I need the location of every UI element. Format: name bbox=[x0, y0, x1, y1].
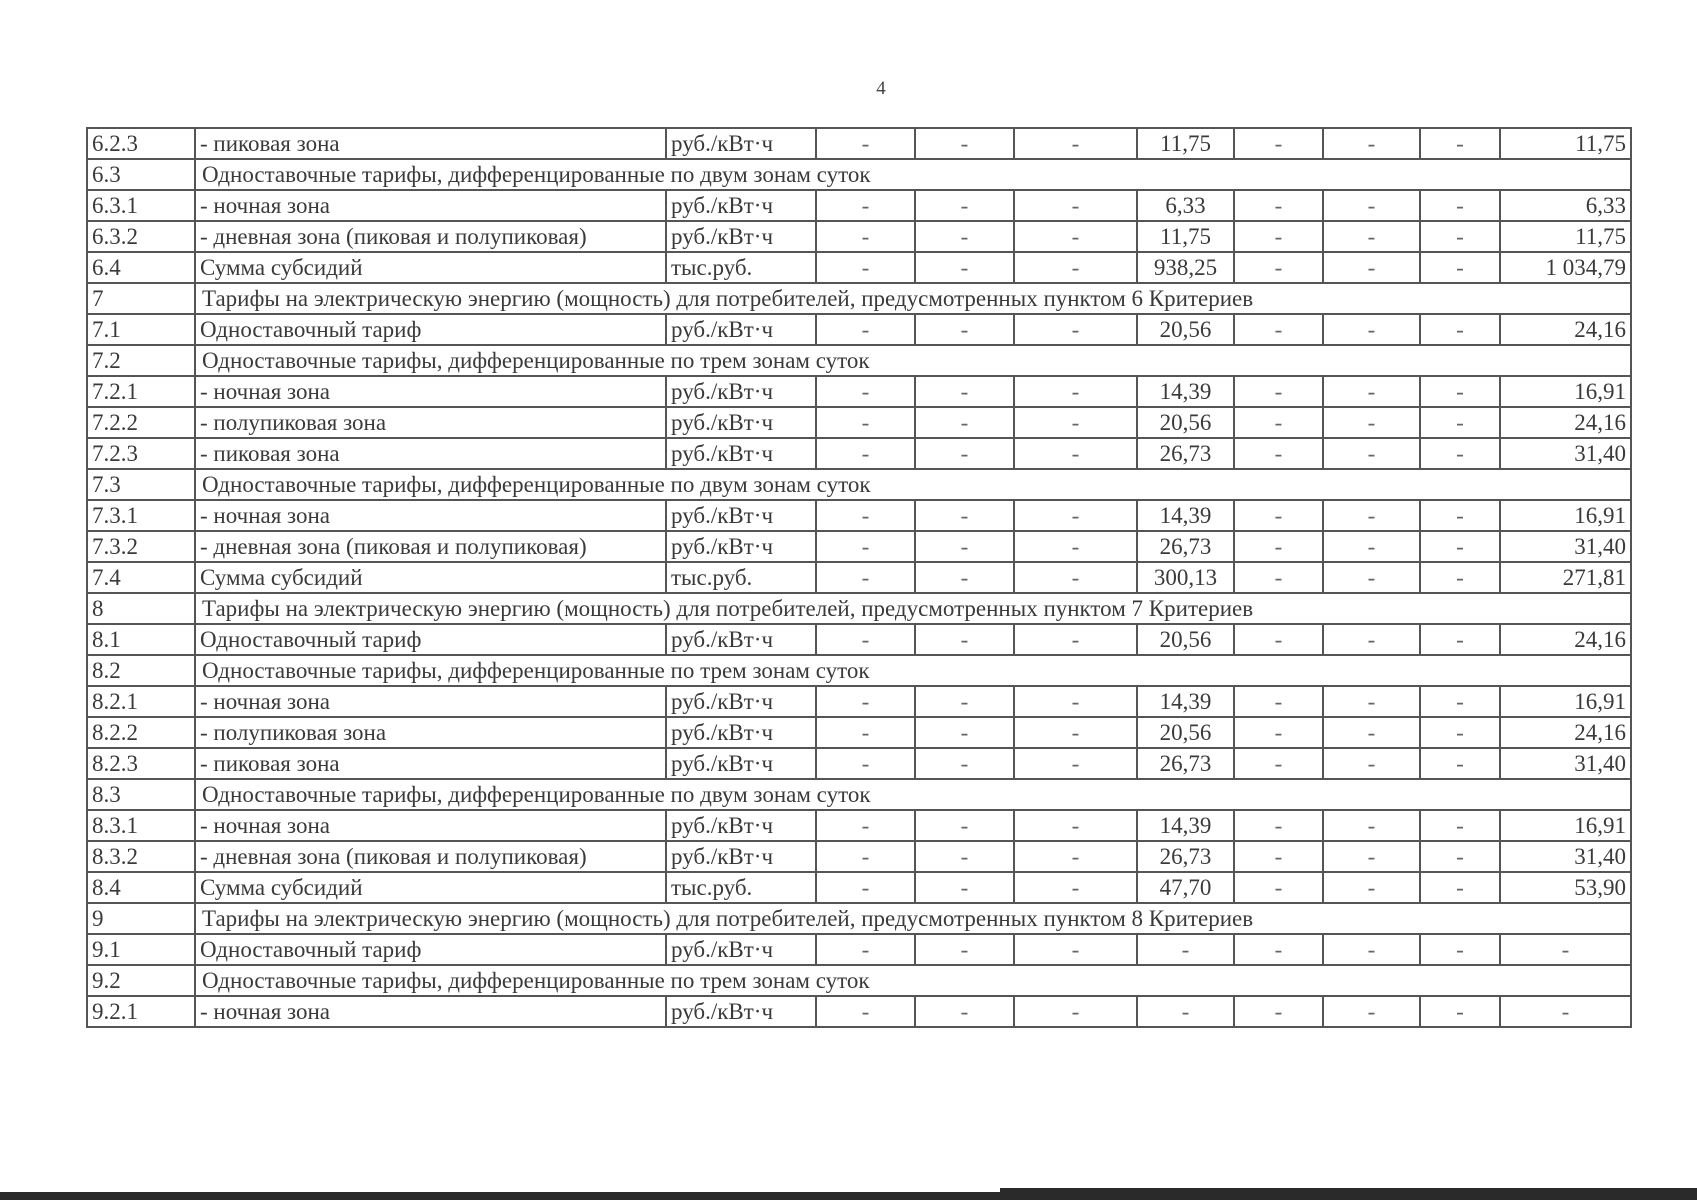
row-code: 7.2.3 bbox=[87, 438, 195, 469]
value-cell-c4: 14,39 bbox=[1137, 376, 1234, 407]
row-name: - ночная зона bbox=[195, 996, 666, 1027]
row-code: 8.2.3 bbox=[87, 748, 195, 779]
value-cell-c4: 20,56 bbox=[1137, 407, 1234, 438]
row-code: 6.3 bbox=[87, 159, 195, 190]
row-code: 8.2.1 bbox=[87, 686, 195, 717]
value-cell-c2: - bbox=[915, 314, 1014, 345]
row-code: 7.2.1 bbox=[87, 376, 195, 407]
value-cell-c3: - bbox=[1014, 996, 1137, 1027]
value-cell-c1: - bbox=[816, 500, 915, 531]
value-cell-c7: - bbox=[1420, 252, 1500, 283]
value-cell-c2: - bbox=[915, 872, 1014, 903]
row-code: 8.3.2 bbox=[87, 841, 195, 872]
value-cell-c6: - bbox=[1323, 872, 1420, 903]
value-cell-c5: - bbox=[1234, 500, 1323, 531]
scan-bottom-border bbox=[0, 1192, 1697, 1200]
row-code: 7.1 bbox=[87, 314, 195, 345]
value-cell-c3: - bbox=[1014, 624, 1137, 655]
value-cell-c3: - bbox=[1014, 717, 1137, 748]
value-cell-c1: - bbox=[816, 810, 915, 841]
row-name: - ночная зона bbox=[195, 376, 666, 407]
value-cell-c6: - bbox=[1323, 376, 1420, 407]
value-cell-c4: 20,56 bbox=[1137, 624, 1234, 655]
value-cell-c1: - bbox=[816, 624, 915, 655]
value-cell-c1: - bbox=[816, 252, 915, 283]
value-cell-c1: - bbox=[816, 190, 915, 221]
value-cell-c6: - bbox=[1323, 748, 1420, 779]
value-cell-c4: 11,75 bbox=[1137, 128, 1234, 159]
value-cell-c4: 11,75 bbox=[1137, 221, 1234, 252]
value-cell-c4: 26,73 bbox=[1137, 438, 1234, 469]
value-cell-c6: - bbox=[1323, 717, 1420, 748]
value-cell-c7: - bbox=[1420, 128, 1500, 159]
table-row bbox=[87, 717, 1631, 748]
row-name: - пиковая зона bbox=[195, 438, 666, 469]
table-row bbox=[87, 748, 1631, 779]
value-cell-c5: - bbox=[1234, 841, 1323, 872]
value-cell-c2: - bbox=[915, 934, 1014, 965]
value-cell-c7: - bbox=[1420, 717, 1500, 748]
value-cell-c7: - bbox=[1420, 872, 1500, 903]
row-total: - bbox=[1500, 934, 1631, 965]
table-row bbox=[87, 190, 1631, 221]
value-cell-c2: - bbox=[915, 500, 1014, 531]
section-row bbox=[87, 965, 1631, 996]
row-code: 7.2.2 bbox=[87, 407, 195, 438]
section-row bbox=[87, 593, 1631, 624]
value-cell-c4: 26,73 bbox=[1137, 531, 1234, 562]
value-cell-c2: - bbox=[915, 438, 1014, 469]
row-unit: руб./кВт·ч bbox=[666, 624, 816, 655]
row-total: 31,40 bbox=[1500, 531, 1631, 562]
row-code: 8.1 bbox=[87, 624, 195, 655]
value-cell-c4: 300,13 bbox=[1137, 562, 1234, 593]
value-cell-c2: - bbox=[915, 717, 1014, 748]
row-name: - ночная зона bbox=[195, 810, 666, 841]
value-cell-c6: - bbox=[1323, 314, 1420, 345]
value-cell-c6: - bbox=[1323, 996, 1420, 1027]
row-total: 16,91 bbox=[1500, 500, 1631, 531]
row-name: - полупиковая зона bbox=[195, 717, 666, 748]
row-name: - пиковая зона bbox=[195, 748, 666, 779]
row-name: - ночная зона bbox=[195, 190, 666, 221]
value-cell-c5: - bbox=[1234, 438, 1323, 469]
table-row bbox=[87, 221, 1631, 252]
value-cell-c2: - bbox=[915, 810, 1014, 841]
section-title: Одноставочные тарифы, дифференцированные по двум зонам суток bbox=[195, 779, 1631, 810]
section-title: Одноставочные тарифы, дифференцированные по двум зонам суток bbox=[195, 159, 1631, 190]
value-cell-c6: - bbox=[1323, 407, 1420, 438]
table-row bbox=[87, 624, 1631, 655]
value-cell-c2: - bbox=[915, 531, 1014, 562]
tariff-table bbox=[86, 127, 1632, 1028]
row-code: 7.2 bbox=[87, 345, 195, 376]
value-cell-c7: - bbox=[1420, 810, 1500, 841]
value-cell-c6: - bbox=[1323, 252, 1420, 283]
section-row bbox=[87, 283, 1631, 314]
value-cell-c4: - bbox=[1137, 996, 1234, 1027]
row-name: - дневная зона (пиковая и полупиковая) bbox=[195, 221, 666, 252]
table-row bbox=[87, 686, 1631, 717]
value-cell-c5: - bbox=[1234, 810, 1323, 841]
value-cell-c1: - bbox=[816, 407, 915, 438]
value-cell-c6: - bbox=[1323, 934, 1420, 965]
value-cell-c7: - bbox=[1420, 686, 1500, 717]
value-cell-c2: - bbox=[915, 841, 1014, 872]
value-cell-c7: - bbox=[1420, 531, 1500, 562]
value-cell-c2: - bbox=[915, 624, 1014, 655]
value-cell-c7: - bbox=[1420, 438, 1500, 469]
row-total: 6,33 bbox=[1500, 190, 1631, 221]
value-cell-c2: - bbox=[915, 252, 1014, 283]
value-cell-c7: - bbox=[1420, 624, 1500, 655]
value-cell-c7: - bbox=[1420, 221, 1500, 252]
value-cell-c4: 14,39 bbox=[1137, 810, 1234, 841]
section-title: Одноставочные тарифы, дифференцированные по трем зонам суток bbox=[195, 655, 1631, 686]
value-cell-c7: - bbox=[1420, 841, 1500, 872]
row-total: 24,16 bbox=[1500, 314, 1631, 345]
row-unit: руб./кВт·ч bbox=[666, 376, 816, 407]
value-cell-c3: - bbox=[1014, 314, 1137, 345]
row-unit: руб./кВт·ч bbox=[666, 934, 816, 965]
value-cell-c4: 26,73 bbox=[1137, 748, 1234, 779]
row-unit: тыс.руб. bbox=[666, 562, 816, 593]
value-cell-c5: - bbox=[1234, 190, 1323, 221]
row-unit: руб./кВт·ч bbox=[666, 128, 816, 159]
value-cell-c4: 6,33 bbox=[1137, 190, 1234, 221]
row-code: 9 bbox=[87, 903, 195, 934]
value-cell-c4: 26,73 bbox=[1137, 841, 1234, 872]
value-cell-c7: - bbox=[1420, 500, 1500, 531]
value-cell-c5: - bbox=[1234, 252, 1323, 283]
value-cell-c6: - bbox=[1323, 500, 1420, 531]
value-cell-c3: - bbox=[1014, 221, 1137, 252]
row-unit: руб./кВт·ч bbox=[666, 686, 816, 717]
table-row bbox=[87, 810, 1631, 841]
value-cell-c2: - bbox=[915, 562, 1014, 593]
row-name: - полупиковая зона bbox=[195, 407, 666, 438]
value-cell-c1: - bbox=[816, 934, 915, 965]
value-cell-c1: - bbox=[816, 872, 915, 903]
value-cell-c5: - bbox=[1234, 748, 1323, 779]
value-cell-c3: - bbox=[1014, 841, 1137, 872]
value-cell-c3: - bbox=[1014, 128, 1137, 159]
row-code: 7.4 bbox=[87, 562, 195, 593]
section-title: Одноставочные тарифы, дифференцированные по двум зонам суток bbox=[195, 469, 1631, 500]
value-cell-c3: - bbox=[1014, 407, 1137, 438]
row-code: 7 bbox=[87, 283, 195, 314]
value-cell-c1: - bbox=[816, 314, 915, 345]
row-name: Одноставочный тариф bbox=[195, 934, 666, 965]
row-unit: руб./кВт·ч bbox=[666, 438, 816, 469]
page-number: 4 bbox=[876, 78, 886, 99]
row-total: - bbox=[1500, 996, 1631, 1027]
row-total: 16,91 bbox=[1500, 376, 1631, 407]
value-cell-c7: - bbox=[1420, 748, 1500, 779]
section-row bbox=[87, 903, 1631, 934]
value-cell-c3: - bbox=[1014, 438, 1137, 469]
row-code: 6.4 bbox=[87, 252, 195, 283]
value-cell-c2: - bbox=[915, 376, 1014, 407]
row-name: Одноставочный тариф bbox=[195, 314, 666, 345]
row-total: 24,16 bbox=[1500, 407, 1631, 438]
row-code: 9.2.1 bbox=[87, 996, 195, 1027]
value-cell-c5: - bbox=[1234, 934, 1323, 965]
value-cell-c3: - bbox=[1014, 376, 1137, 407]
row-total: 53,90 bbox=[1500, 872, 1631, 903]
row-name: Одноставочный тариф bbox=[195, 624, 666, 655]
value-cell-c6: - bbox=[1323, 562, 1420, 593]
row-code: 9.1 bbox=[87, 934, 195, 965]
table-row bbox=[87, 438, 1631, 469]
row-total: 31,40 bbox=[1500, 748, 1631, 779]
row-total: 31,40 bbox=[1500, 438, 1631, 469]
row-code: 6.3.2 bbox=[87, 221, 195, 252]
value-cell-c7: - bbox=[1420, 996, 1500, 1027]
value-cell-c5: - bbox=[1234, 717, 1323, 748]
value-cell-c2: - bbox=[915, 407, 1014, 438]
value-cell-c3: - bbox=[1014, 190, 1137, 221]
value-cell-c3: - bbox=[1014, 934, 1137, 965]
value-cell-c5: - bbox=[1234, 407, 1323, 438]
value-cell-c1: - bbox=[816, 841, 915, 872]
value-cell-c6: - bbox=[1323, 438, 1420, 469]
value-cell-c5: - bbox=[1234, 128, 1323, 159]
row-unit: руб./кВт·ч bbox=[666, 748, 816, 779]
value-cell-c4: 14,39 bbox=[1137, 686, 1234, 717]
value-cell-c5: - bbox=[1234, 376, 1323, 407]
value-cell-c2: - bbox=[915, 190, 1014, 221]
value-cell-c7: - bbox=[1420, 190, 1500, 221]
value-cell-c6: - bbox=[1323, 841, 1420, 872]
section-title: Тарифы на электрическую энергию (мощность) для потребителей, предусмотренных пунктом 6 Критериев bbox=[195, 283, 1631, 314]
table-row bbox=[87, 872, 1631, 903]
value-cell-c1: - bbox=[816, 128, 915, 159]
section-title: Одноставочные тарифы, дифференцированные по трем зонам суток bbox=[195, 965, 1631, 996]
row-unit: руб./кВт·ч bbox=[666, 314, 816, 345]
table-row bbox=[87, 531, 1631, 562]
value-cell-c6: - bbox=[1323, 531, 1420, 562]
value-cell-c1: - bbox=[816, 531, 915, 562]
row-code: 9.2 bbox=[87, 965, 195, 996]
section-row bbox=[87, 345, 1631, 376]
value-cell-c5: - bbox=[1234, 996, 1323, 1027]
row-code: 7.3 bbox=[87, 469, 195, 500]
table-row bbox=[87, 562, 1631, 593]
row-total: 24,16 bbox=[1500, 624, 1631, 655]
value-cell-c4: 938,25 bbox=[1137, 252, 1234, 283]
row-unit: руб./кВт·ч bbox=[666, 810, 816, 841]
section-row bbox=[87, 469, 1631, 500]
value-cell-c5: - bbox=[1234, 221, 1323, 252]
value-cell-c4: 14,39 bbox=[1137, 500, 1234, 531]
section-title: Тарифы на электрическую энергию (мощность) для потребителей, предусмотренных пунктом 7 Критериев bbox=[195, 593, 1631, 624]
value-cell-c1: - bbox=[816, 748, 915, 779]
value-cell-c3: - bbox=[1014, 531, 1137, 562]
value-cell-c5: - bbox=[1234, 531, 1323, 562]
row-unit: руб./кВт·ч bbox=[666, 407, 816, 438]
value-cell-c7: - bbox=[1420, 934, 1500, 965]
section-title: Тарифы на электрическую энергию (мощность) для потребителей, предусмотренных пунктом 8 Критериев bbox=[195, 903, 1631, 934]
value-cell-c6: - bbox=[1323, 221, 1420, 252]
row-unit: руб./кВт·ч bbox=[666, 221, 816, 252]
value-cell-c2: - bbox=[915, 996, 1014, 1027]
row-code: 6.3.1 bbox=[87, 190, 195, 221]
row-name: - дневная зона (пиковая и полупиковая) bbox=[195, 531, 666, 562]
value-cell-c1: - bbox=[816, 376, 915, 407]
value-cell-c1: - bbox=[816, 686, 915, 717]
table-row bbox=[87, 314, 1631, 345]
value-cell-c3: - bbox=[1014, 500, 1137, 531]
value-cell-c6: - bbox=[1323, 686, 1420, 717]
value-cell-c2: - bbox=[915, 128, 1014, 159]
value-cell-c3: - bbox=[1014, 872, 1137, 903]
table-row bbox=[87, 500, 1631, 531]
value-cell-c5: - bbox=[1234, 314, 1323, 345]
value-cell-c2: - bbox=[915, 686, 1014, 717]
value-cell-c5: - bbox=[1234, 562, 1323, 593]
value-cell-c1: - bbox=[816, 221, 915, 252]
section-title: Одноставочные тарифы, дифференцированные по трем зонам суток bbox=[195, 345, 1631, 376]
value-cell-c6: - bbox=[1323, 190, 1420, 221]
row-unit: руб./кВт·ч bbox=[666, 717, 816, 748]
value-cell-c6: - bbox=[1323, 128, 1420, 159]
value-cell-c1: - bbox=[816, 996, 915, 1027]
section-row bbox=[87, 159, 1631, 190]
value-cell-c2: - bbox=[915, 221, 1014, 252]
section-row bbox=[87, 779, 1631, 810]
row-code: 8.4 bbox=[87, 872, 195, 903]
value-cell-c4: 20,56 bbox=[1137, 717, 1234, 748]
row-total: 1 034,79 bbox=[1500, 252, 1631, 283]
table-row bbox=[87, 841, 1631, 872]
row-unit: руб./кВт·ч bbox=[666, 531, 816, 562]
table-row bbox=[87, 128, 1631, 159]
row-unit: руб./кВт·ч bbox=[666, 190, 816, 221]
value-cell-c2: - bbox=[915, 748, 1014, 779]
value-cell-c3: - bbox=[1014, 686, 1137, 717]
value-cell-c4: 20,56 bbox=[1137, 314, 1234, 345]
value-cell-c6: - bbox=[1323, 810, 1420, 841]
value-cell-c3: - bbox=[1014, 748, 1137, 779]
value-cell-c5: - bbox=[1234, 624, 1323, 655]
row-code: 7.3.1 bbox=[87, 500, 195, 531]
table-row bbox=[87, 376, 1631, 407]
row-unit: тыс.руб. bbox=[666, 872, 816, 903]
row-code: 8.2.2 bbox=[87, 717, 195, 748]
row-total: 11,75 bbox=[1500, 128, 1631, 159]
table-row bbox=[87, 407, 1631, 438]
value-cell-c4: 47,70 bbox=[1137, 872, 1234, 903]
row-code: 6.2.3 bbox=[87, 128, 195, 159]
row-total: 16,91 bbox=[1500, 810, 1631, 841]
row-code: 7.3.2 bbox=[87, 531, 195, 562]
row-unit: руб./кВт·ч bbox=[666, 996, 816, 1027]
row-name: Сумма субсидий bbox=[195, 252, 666, 283]
value-cell-c3: - bbox=[1014, 810, 1137, 841]
row-name: - ночная зона bbox=[195, 686, 666, 717]
row-unit: руб./кВт·ч bbox=[666, 841, 816, 872]
row-total: 31,40 bbox=[1500, 841, 1631, 872]
table-row bbox=[87, 934, 1631, 965]
row-total: 16,91 bbox=[1500, 686, 1631, 717]
value-cell-c7: - bbox=[1420, 562, 1500, 593]
value-cell-c6: - bbox=[1323, 624, 1420, 655]
value-cell-c5: - bbox=[1234, 872, 1323, 903]
row-name: - дневная зона (пиковая и полупиковая) bbox=[195, 841, 666, 872]
value-cell-c1: - bbox=[816, 562, 915, 593]
row-total: 271,81 bbox=[1500, 562, 1631, 593]
value-cell-c3: - bbox=[1014, 252, 1137, 283]
row-code: 8.2 bbox=[87, 655, 195, 686]
row-total: 24,16 bbox=[1500, 717, 1631, 748]
value-cell-c4: - bbox=[1137, 934, 1234, 965]
value-cell-c3: - bbox=[1014, 562, 1137, 593]
value-cell-c1: - bbox=[816, 717, 915, 748]
table-row bbox=[87, 996, 1631, 1027]
row-unit: тыс.руб. bbox=[666, 252, 816, 283]
row-code: 8.3 bbox=[87, 779, 195, 810]
row-name: - пиковая зона bbox=[195, 128, 666, 159]
row-name: Сумма субсидий bbox=[195, 562, 666, 593]
value-cell-c7: - bbox=[1420, 314, 1500, 345]
table-row bbox=[87, 252, 1631, 283]
row-code: 8.3.1 bbox=[87, 810, 195, 841]
row-code: 8 bbox=[87, 593, 195, 624]
row-name: - ночная зона bbox=[195, 500, 666, 531]
value-cell-c7: - bbox=[1420, 407, 1500, 438]
value-cell-c5: - bbox=[1234, 686, 1323, 717]
value-cell-c7: - bbox=[1420, 376, 1500, 407]
row-total: 11,75 bbox=[1500, 221, 1631, 252]
section-row bbox=[87, 655, 1631, 686]
value-cell-c1: - bbox=[816, 438, 915, 469]
row-unit: руб./кВт·ч bbox=[666, 500, 816, 531]
row-name: Сумма субсидий bbox=[195, 872, 666, 903]
